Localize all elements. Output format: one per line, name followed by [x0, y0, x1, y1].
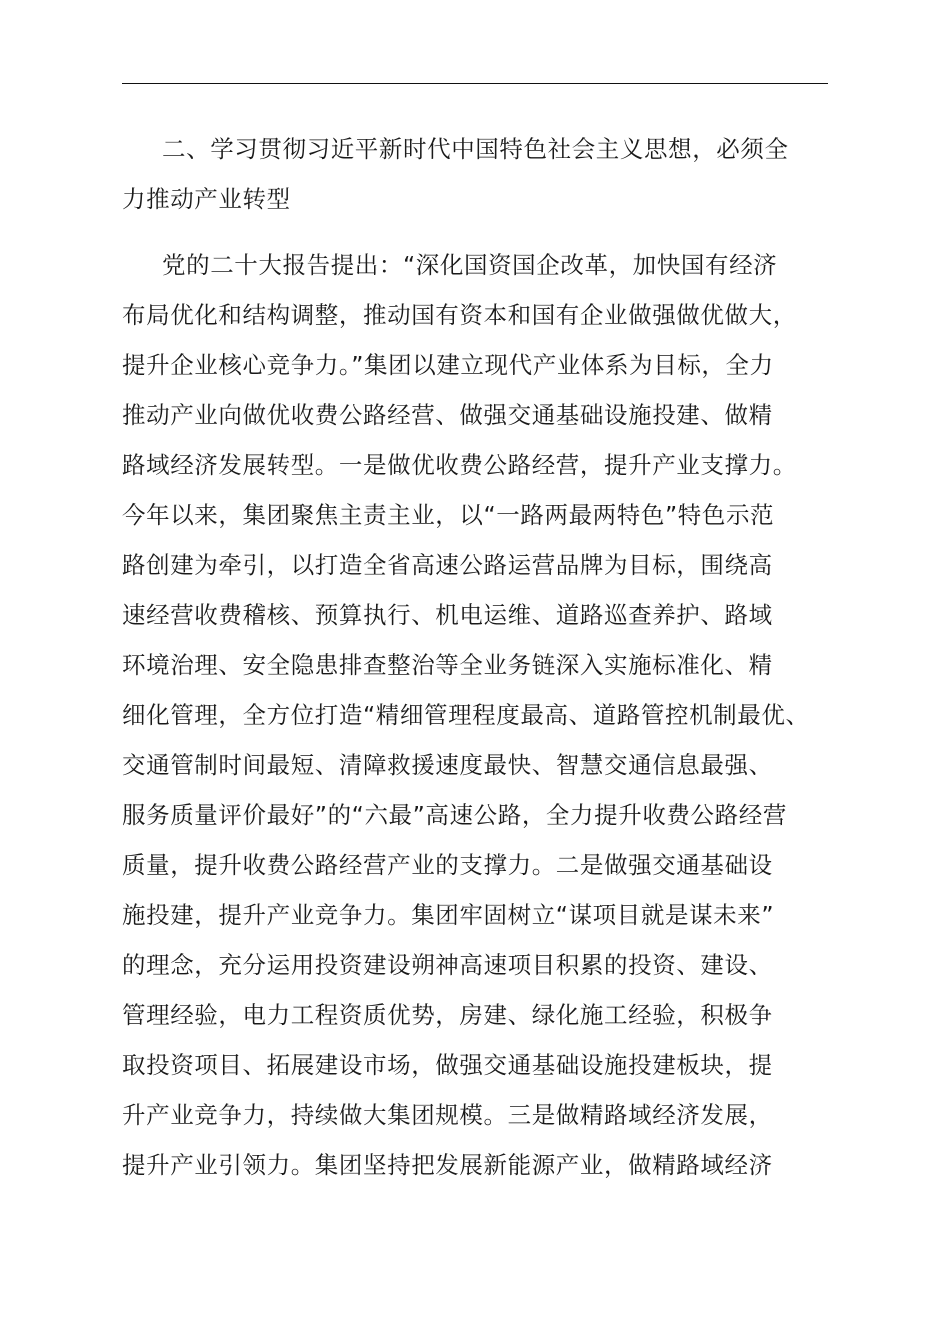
paragraph-line: 施投建，提升产业竞争力。集团牢固树立“谋项目就是谋未来”: [122, 901, 775, 929]
paragraph-line: 的理念，充分运用投资建设朔神高速项目积累的投资、建设、: [122, 951, 773, 979]
paragraph-line: 推动产业向做优收费公路经营、做强交通基础设施投建、做精: [122, 401, 773, 429]
paragraph-line: 路域经济发展转型。一是做优收费公路经营，提升产业支撑力。: [122, 451, 797, 479]
section-heading: [122, 124, 832, 224]
paragraph-line: 质量，提升收费公路经营产业的支撑力。二是做强交通基础设: [122, 851, 773, 879]
heading-line: 力推动产业转型: [122, 185, 291, 213]
paragraph-line: 今年以来，集团聚焦主责主业，以“一路两最两特色”特色示范: [122, 501, 775, 529]
paragraph-line: 提升产业引领力。集团坚持把发展新能源产业，做精路域经济: [122, 1151, 773, 1179]
heading-line: 二、学习贯彻习近平新时代中国特色社会主义思想，必须全: [162, 135, 789, 163]
paragraph-line: 布局优化和结构调整，推动国有资本和国有企业做强做优做大，: [122, 301, 797, 329]
paragraph-line: 管理经验，电力工程资质优势，房建、绿化施工经验，积极争: [122, 1001, 773, 1029]
body-paragraph: [122, 240, 832, 1190]
paragraph-line: 细化管理，全方位打造“精细管理程度最高、道路管控机制最优、: [122, 701, 810, 729]
paragraph-line: 环境治理、安全隐患排查整治等全业务链深入实施标准化、精: [122, 651, 773, 679]
paragraph-line: 提升企业核心竞争力。”集团以建立现代产业体系为目标，全力: [122, 351, 774, 379]
paragraph-line: 升产业竞争力，持续做大集团规模。三是做精路域经济发展，: [122, 1101, 773, 1129]
header-rule: [122, 83, 828, 84]
paragraph-line: 服务质量评价最好”的“六最”高速公路，全力提升收费公路经营: [122, 801, 787, 829]
paragraph-line: 路创建为牵引，以打造全省高速公路运营品牌为目标，围绕高: [122, 551, 773, 579]
paragraph-line: 党的二十大报告提出：“深化国资国企改革，加快国有经济: [162, 251, 778, 279]
paragraph-line: 取投资项目、拓展建设市场，做强交通基础设施投建板块，提: [122, 1051, 773, 1079]
paragraph-line: 速经营收费稽核、预算执行、机电运维、道路巡查养护、路域: [122, 601, 773, 629]
paragraph-line: 交通管制时间最短、清障救援速度最快、智慧交通信息最强、: [122, 751, 773, 779]
